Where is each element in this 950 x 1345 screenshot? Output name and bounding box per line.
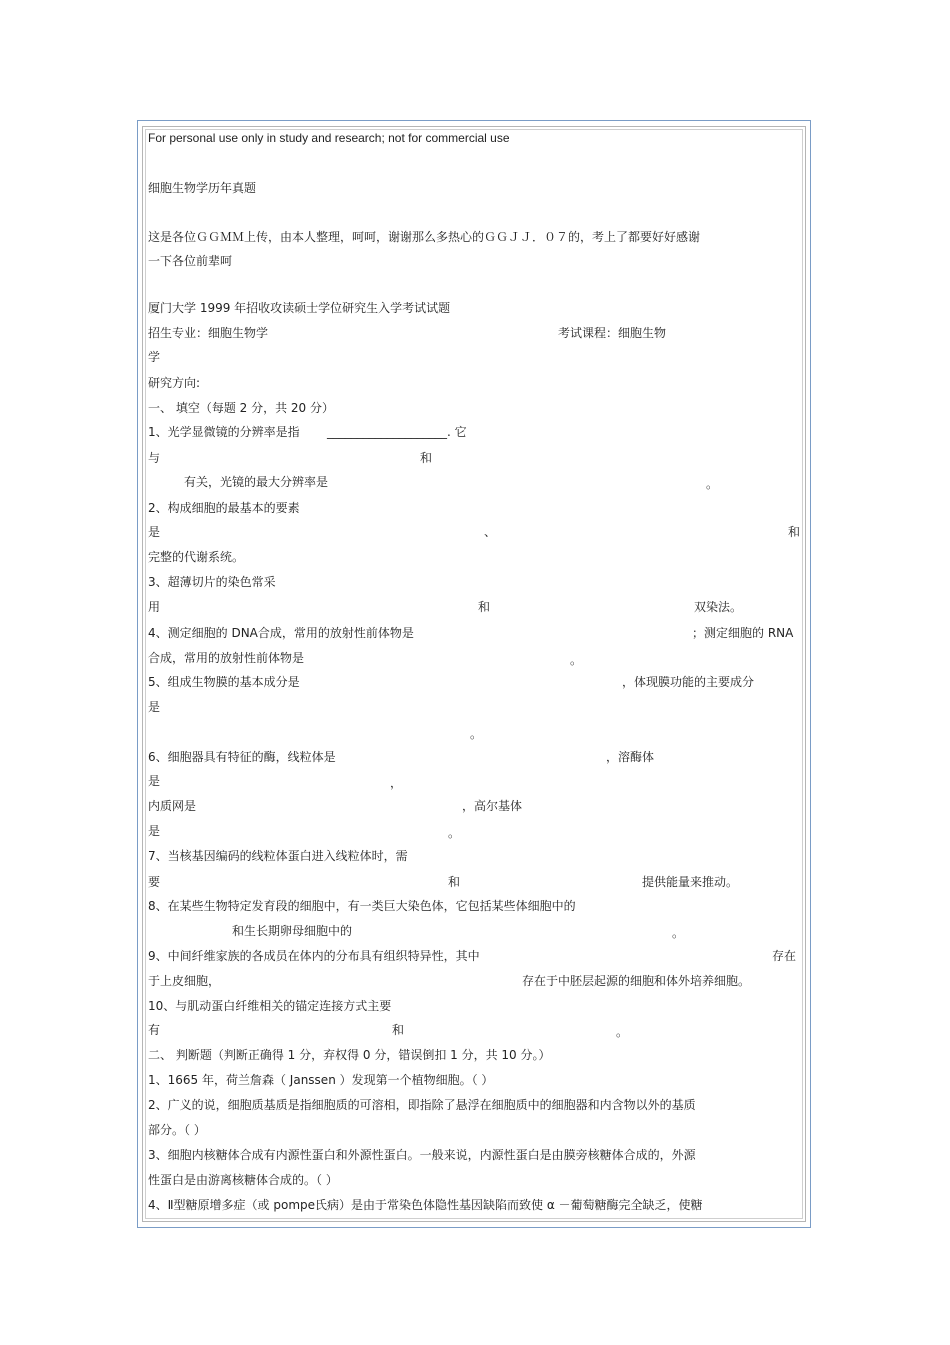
tf-q3-line2: 性蛋白是由游离核糖体合成的。（ ） xyxy=(148,1173,338,1187)
q1-period: 。 xyxy=(706,477,719,491)
q3-use: 用 xyxy=(148,600,161,614)
q4-text-3: 合成，常用的放射性前体物是 xyxy=(148,651,305,665)
q4-period: 。 xyxy=(570,653,583,667)
q5-text-2: ，体现膜功能的主要成分 xyxy=(622,675,755,689)
q8-text-2: 和生长期卵母细胞中的 xyxy=(232,924,353,938)
q10-text: 10、与肌动蛋白纤维相关的锚定连接方式主要 xyxy=(148,999,392,1013)
intro-line-2: 一下各位前辈呵 xyxy=(148,254,233,268)
q10-have: 有 xyxy=(148,1023,161,1037)
q6-is: 是 xyxy=(148,774,161,788)
q6-period: 。 xyxy=(448,826,461,840)
tf-q4: 4、Ⅱ型糖原增多症（或 pompe氏病）是由于常染色体隐性基因缺陷而致使 α －葡萄糖酶完全缺乏，使糖 xyxy=(148,1198,703,1212)
exam-title: 厦门大学 1999 年招收攻读硕士学位研究生入学考试试题 xyxy=(148,301,451,315)
q8-text: 8、在某些生物特定发育段的细胞中，有一类巨大染色体，它包括某些体细胞中的 xyxy=(148,899,576,913)
exam-major: 招生专业：细胞生物学 xyxy=(148,326,269,340)
usage-notice: For personal use only in study and research; not for commercial use xyxy=(148,131,510,145)
q7-and: 和 xyxy=(448,875,461,889)
q6-er: 内质网是 xyxy=(148,799,197,813)
q5-is: 是 xyxy=(148,700,161,714)
q1-blank: ____________________. 它 xyxy=(327,425,467,439)
tf-q3-line1: 3、细胞内核糖体合成有内源性蛋白和外源性蛋白。一般来说，内源性蛋白是由膜旁核糖体合成的，外源 xyxy=(148,1148,696,1162)
q1-and: 和 xyxy=(420,451,433,465)
q9-text-2: 于上皮细胞， xyxy=(148,974,221,988)
q9-text-3: 存在于中胚层起源的细胞和体外培养细胞。 xyxy=(522,974,751,988)
q1-with: 与 xyxy=(148,451,161,465)
intro-line-1: 这是各位ＧＧＭＭ上传，由本人整理，呵呵，谢谢那么多热心的ＧＧＪＪ．０７的，考上了都要好好感谢 xyxy=(148,230,701,244)
q5-period: 。 xyxy=(470,727,483,741)
q5-text: 5、组成生物膜的基本成分是 xyxy=(148,675,300,689)
q3-text: 3、超薄切片的染色常采 xyxy=(148,575,276,589)
q9-exist: 存在 xyxy=(772,949,797,963)
q7-text: 7、当核基因编码的线粒体蛋白进入线粒体时，需 xyxy=(148,849,408,863)
q9-text: 9、中间纤维家族的各成员在体内的分布具有组织特异性，其中 xyxy=(148,949,480,963)
q8-period: 。 xyxy=(672,926,685,940)
q7-need: 要 xyxy=(148,875,161,889)
exam-direction: 研究方向: xyxy=(148,376,201,390)
q3-text-2: 双染法。 xyxy=(694,600,743,614)
q6-comma: ， xyxy=(390,776,403,790)
q3-and: 和 xyxy=(478,600,491,614)
q6-text: 6、细胞器具有特征的酶，线粒体是 xyxy=(148,750,336,764)
q2-comma: 、 xyxy=(484,525,497,539)
exam-course: 考试课程：细胞生物 xyxy=(558,326,667,340)
q2-and: 和 xyxy=(788,525,801,539)
q6-is-2: 是 xyxy=(148,824,161,838)
tf-q2-line1: 2、广义的说，细胞质基质是指细胞质的可溶相，即指除了悬浮在细胞质中的细胞器和内含物以外的基质 xyxy=(148,1098,696,1112)
q10-and: 和 xyxy=(392,1023,405,1037)
exam-course-cont: 学 xyxy=(148,350,161,364)
section1-heading: 一、 填空（每题 2 分，共 20 分） xyxy=(148,401,334,415)
q2-is: 是 xyxy=(148,525,161,539)
q7-text-2: 提供能量来推动。 xyxy=(642,875,739,889)
q4-text-2: ；测定细胞的 RNA xyxy=(692,626,794,640)
q1-text: 1、光学显微镜的分辨率是指 xyxy=(148,425,300,439)
doc-title: 细胞生物学历年真题 xyxy=(148,181,257,195)
q10-period: 。 xyxy=(616,1025,629,1039)
section2-heading: 二、 判断题（判断正确得 1 分，弃权得 0 分，错误倒扣 1 分，共 10 分。） xyxy=(148,1048,551,1062)
q4-text: 4、测定细胞的 DNA合成，常用的放射性前体物是 xyxy=(148,626,414,640)
tf-q1: 1、1665 年，荷兰詹森（ Janssen ）发现第一个植物细胞。（ ） xyxy=(148,1073,494,1087)
q6-lysosome: ，溶酶体 xyxy=(606,750,655,764)
q2-text: 2、构成细胞的最基本的要素 xyxy=(148,501,300,515)
q2-text-2: 完整的代谢系统。 xyxy=(148,550,245,564)
q1-text-2: 有关，光镜的最大分辨率是 xyxy=(184,475,329,489)
tf-q2-line2: 部分。（ ） xyxy=(148,1123,206,1137)
q6-golgi: ，高尔基体 xyxy=(462,799,523,813)
